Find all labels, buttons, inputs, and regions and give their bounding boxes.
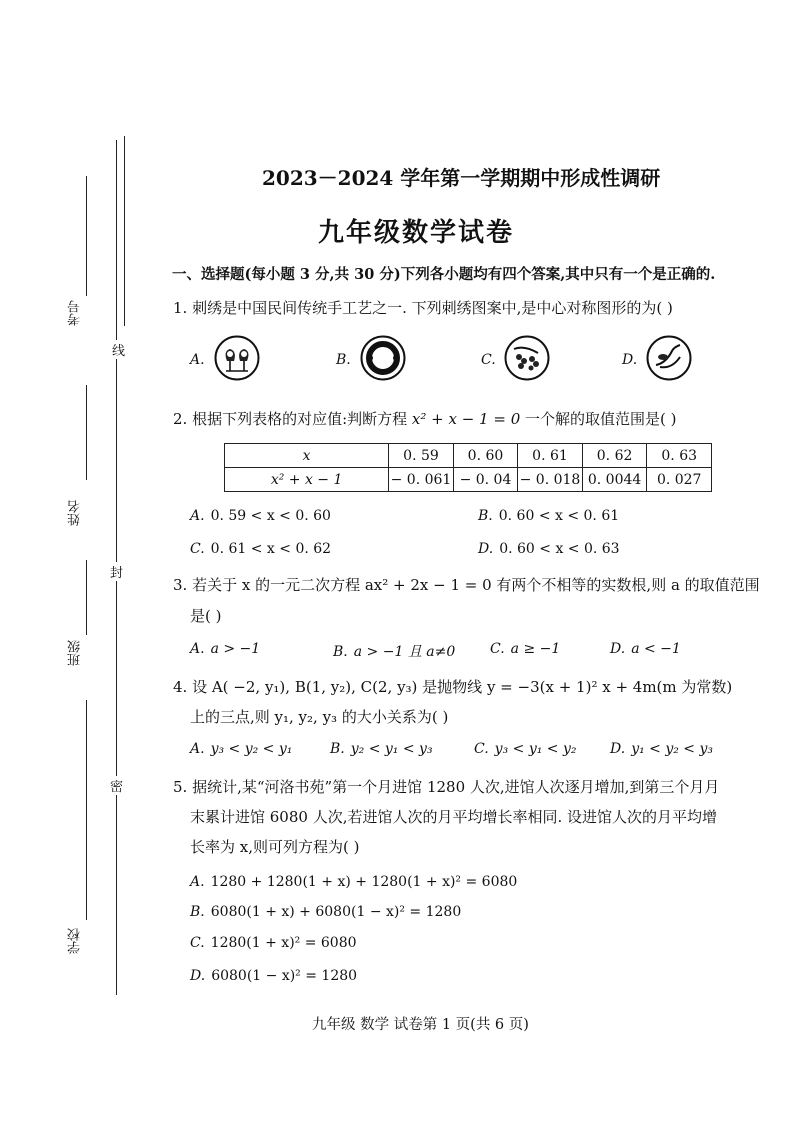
bird-embroidery-icon [646,335,692,381]
q5-option-c: C. 1280(1 + x)² = 6080 [190,935,357,951]
table-cell: − 0. 04 [453,468,517,492]
table-header-x: x [225,444,389,468]
q5-option-a: A. 1280 + 1280(1 + x) + 1280(1 + x)² = 6080 [190,874,518,890]
table-row [225,444,712,468]
page-footer: 九年级 数学 试卷第 1 页(共 6 页) [312,1017,529,1033]
exam-number-line [86,176,87,296]
q1-option-b-label: B. [336,352,351,368]
table-cell: − 0. 061 [389,468,454,492]
q2-option-d: D. 0. 60 < x < 0. 63 [478,541,620,557]
section-heading: 一、选择题(每小题 3 分,共 30 分)下列各小题均有四个答案,其中只有一个是正确的. [172,266,716,283]
school-line [86,700,87,920]
seal-char-seal: 封 [110,562,123,581]
q1-stem: 1. 刺绣是中国民间传统手工艺之一. 下列刺绣图案中,是中心对称图形的为( ) [173,299,673,317]
q1-option-d-label: D. [622,352,638,368]
table-cell: 0. 63 [647,444,712,468]
school-label: 学校 [68,928,83,954]
q5-option-b: B. 6080(1 + x) + 6080(1 − x)² = 1280 [190,904,462,920]
q1-option-c-label: C. [481,352,496,368]
twin-flower-embroidery-icon [214,335,260,381]
q5-stem-line2: 末累计进馆 6080 人次,若进馆人次的月平均增长率相同. 设进馆人次的月平均增 [190,808,718,826]
q2-stem [173,408,677,430]
q5-option-d: D. 6080(1 − x)² = 1280 [190,968,358,984]
q2-option-b: B. 0. 60 < x < 0. 61 [478,508,620,524]
q4-option-c: C. y₃ < y₁ < y₂ [474,741,577,757]
q2-stem-equation: x² + x − 1 = 0 [411,410,521,428]
table-cell: 0. 59 [389,444,454,468]
q2-stem-pre: 2. 根据下列表格的对应值:判断方程 [173,410,412,428]
name-line [86,385,87,480]
q2-option-a: A. 0. 59 < x < 0. 60 [190,508,331,524]
q3-option-b: B. a > −1 且 a≠0 [333,644,456,660]
table-row [225,468,712,492]
q3-stem-line1: 3. 若关于 x 的一元二次方程 ax² + 2x − 1 = 0 有两个不相等的实数根,则 a 的取值范围 [173,576,760,594]
q3-option-a: A. a > −1 [190,641,261,657]
values-table [224,443,712,492]
table-cell: − 0. 018 [518,468,583,492]
q4-option-b: B. y₂ < y₁ < y₃ [330,741,433,757]
q2-stem-post: 一个解的取值范围是( ) [520,410,677,428]
margin-inner-line [124,136,125,326]
q3-stem-line2: 是( ) [190,607,222,625]
seal-char-line: 线 [112,340,125,359]
wreath-embroidery-icon [360,335,406,381]
table-cell: 0. 027 [647,468,712,492]
grape-embroidery-icon [504,335,550,381]
q5-stem-line3: 长率为 x,则可列方程为( ) [190,838,360,856]
table-cell: 0. 62 [582,444,647,468]
exam-number-label: 考号 [68,300,83,326]
q4-option-d: D. y₁ < y₂ < y₃ [610,741,714,757]
q3-option-c: C. a ≥ −1 [490,641,561,657]
table-cell: 0. 0044 [582,468,647,492]
table-header-expression: x² + x − 1 [225,468,389,492]
seal-char-secret: 密 [110,776,123,795]
paper-title: 九年级数学试卷 [318,218,515,248]
q3-option-d: D. a < −1 [610,641,681,657]
name-label: 姓名 [68,500,83,526]
q4-option-a: A. y₃ < y₂ < y₁ [190,741,293,757]
q1-option-a-label: A. [190,352,205,368]
q5-stem-line1: 5. 据统计,某“河洛书苑”第一个月进馆 1280 人次,进馆人次逐月增加,到第三个月月 [173,778,720,796]
q2-option-c: C. 0. 61 < x < 0. 62 [190,541,332,557]
class-line [86,560,87,635]
table-cell: 0. 60 [453,444,517,468]
q4-stem-line1: 4. 设 A( −2, y₁), B(1, y₂), C(2, y₃) 是抛物线 y = −3(x + 1)² x + 4m(m 为常数) [173,678,733,696]
table-cell: 0. 61 [518,444,583,468]
exam-title: 2023－2024 学年第一学期期中形成性调研 [262,166,661,190]
class-label: 班级 [68,640,83,666]
q4-stem-line2: 上的三点,则 y₁, y₂, y₃ 的大小关系为( ) [190,708,449,726]
